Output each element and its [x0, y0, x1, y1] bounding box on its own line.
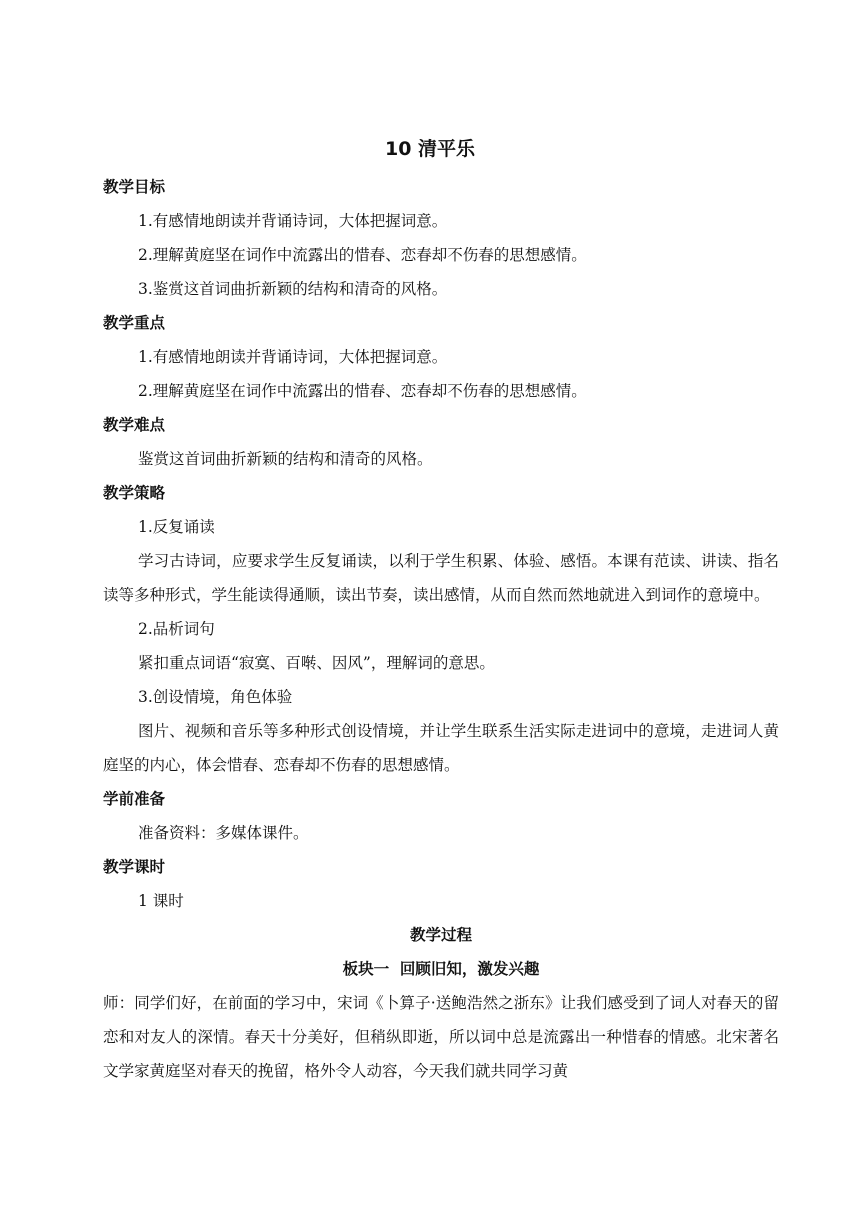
strategy-item: 2.品析词句 — [138, 620, 215, 638]
strategy-item: 1.反复诵读 — [138, 518, 215, 536]
body-paragraph: 师：同学们好，在前面的学习中，宋词《卜算子·送鲍浩然之浙东》让我们感受到了词人对春天的留恋和对友人的深情。春天十分美好，但稍纵即逝，所以词中总是流露出一种惜春的情感。北宋著名文学家黄庭坚对春天的挽留，格外令人动容，今天我们就共同学习黄 — [103, 994, 779, 1080]
preparation-item: 准备资料：多媒体课件。 — [138, 824, 309, 842]
section-heading-difficulties: 教学难点 — [103, 416, 166, 434]
section-heading-periods: 教学课时 — [103, 858, 166, 876]
process-title: 教学过程 — [409, 926, 472, 944]
objective-item: 2.理解黄庭坚在词作中流露出的惜春、恋春却不伤春的思想感情。 — [138, 246, 587, 264]
strategy-item: 3.创设情境，角色体验 — [138, 688, 293, 706]
key-point-item: 1.有感情地朗读并背诵诗词，大体把握词意。 — [138, 348, 448, 366]
section-heading-preparation: 学前准备 — [103, 790, 166, 808]
objective-item: 1.有感情地朗读并背诵诗词，大体把握词意。 — [138, 212, 448, 230]
document-content — [103, 170, 779, 1088]
document-title: 10 清平乐 — [384, 138, 476, 160]
strategy-item: 学习古诗词，应要求学生反复诵读，以利于学生积累、体验、感悟。本课有范读、讲读、指名读等多种形式，学生能读得通顺，读出节奏，读出感情，从而自然而然地就进入到词作的意境中。 — [103, 552, 779, 604]
section-heading-objectives: 教学目标 — [103, 178, 166, 196]
objective-item: 3.鉴赏这首词曲折新颖的结构和清奇的风格。 — [138, 280, 448, 298]
block-title: 板块一 回顾旧知，激发兴趣 — [342, 960, 540, 978]
strategy-item: 图片、视频和音乐等多种形式创设情境，并让学生联系生活实际走进词中的意境，走进词人黄庭坚的内心，体会惜春、恋春却不伤春的思想感情。 — [103, 722, 779, 774]
difficulty-item: 鉴赏这首词曲折新颖的结构和清奇的风格。 — [138, 450, 433, 468]
periods-item: 1 课时 — [138, 892, 184, 910]
section-heading-strategies: 教学策略 — [103, 484, 166, 502]
section-heading-key-points: 教学重点 — [103, 314, 166, 332]
key-point-item: 2.理解黄庭坚在词作中流露出的惜春、恋春却不伤春的思想感情。 — [138, 382, 587, 400]
strategy-item: 紧扣重点词语“寂寞、百啭、因风”，理解词的意思。 — [138, 654, 495, 672]
